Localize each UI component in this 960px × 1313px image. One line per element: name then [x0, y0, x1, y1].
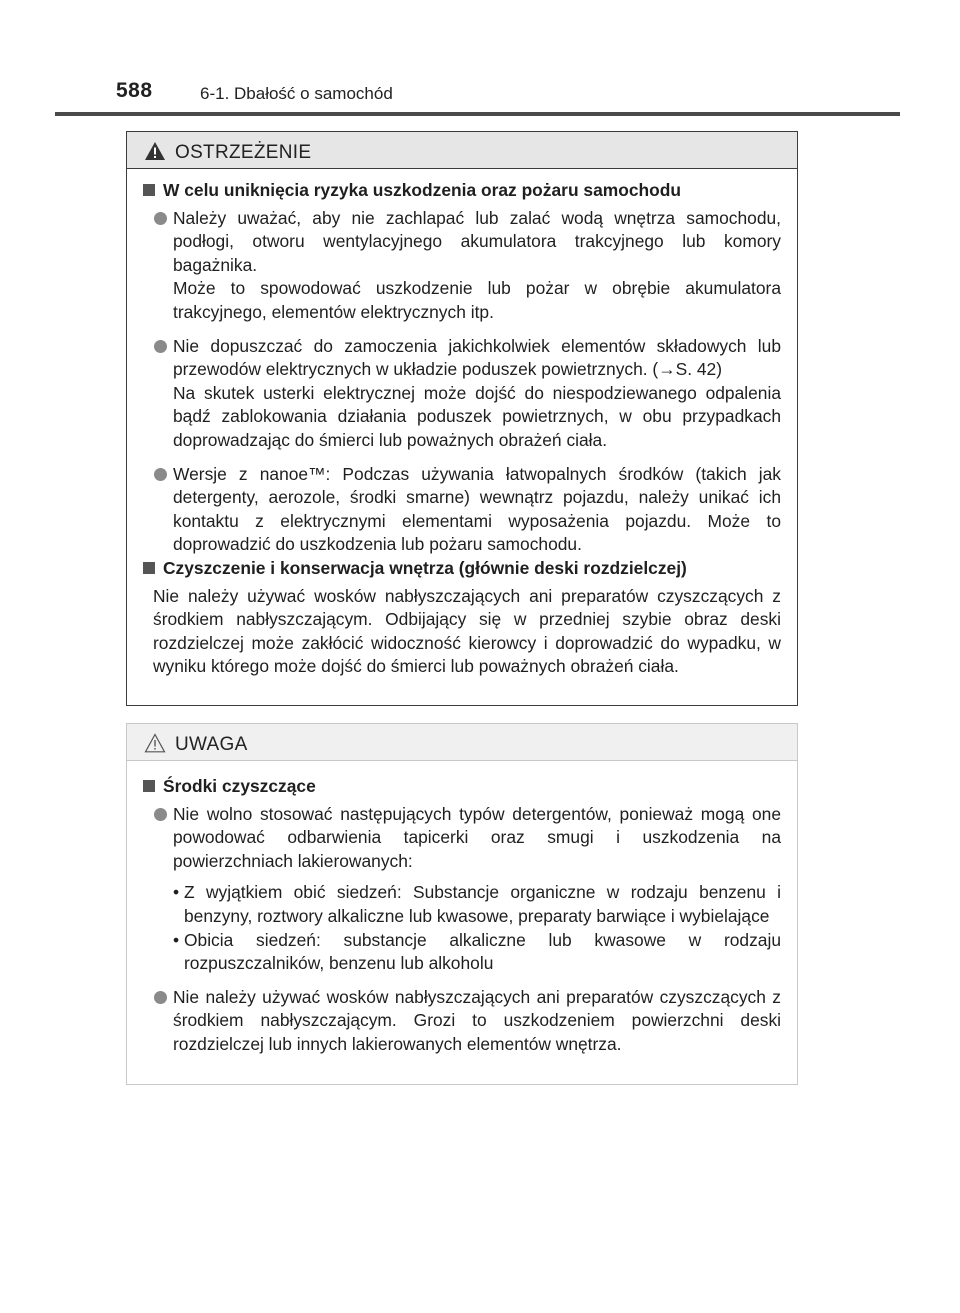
circle-bullet-icon	[154, 212, 167, 225]
warning-body	[127, 169, 797, 679]
circle-bullet-icon	[154, 991, 167, 1004]
warning-title: OSTRZEŻENIE	[175, 142, 312, 163]
sub-list-item	[143, 881, 781, 928]
caution-box	[126, 723, 798, 1085]
warning-triangle-filled-icon	[144, 141, 166, 161]
heading-text: Czyszczenie i konserwacja wnętrza (głównie deski rozdzielczej)	[163, 557, 687, 578]
paragraph: Należy uważać, aby nie zachlapać lub zalać wodą wnętrza samochodu, podłogi, otworu wentylacyjnego akumulatora trakcyjnego lub komory bagażnika.	[173, 207, 781, 275]
circle-bullet-icon	[154, 340, 167, 353]
paragraph: Nie należy używać wosków nabłyszczających ani preparatów czyszczących z środkiem nabłyszczającym. Grozi to uszkodzeniem powierzchni deski rozdzielczej lub innych lakierowanych elementów wnętrza.	[173, 986, 781, 1054]
paragraph: Na skutek usterki elektrycznej może dojść do niespodziewanego odpalenia bądź zablokowania działania poduszek powietrznych, w obu przypadkach doprowadzając do śmierci lub poważnych obrażeń ciała.	[173, 382, 781, 450]
dot-marker: •	[173, 882, 180, 903]
page-number: 588	[116, 79, 153, 102]
circle-bullet-icon	[154, 808, 167, 821]
warning-header	[127, 132, 797, 169]
sub-item-text: Obicia siedzeń: substancje alkaliczne lub kwasowe w rodzaju rozpuszczalników, benzenu lub alkoholu	[184, 929, 781, 974]
warning-triangle-outline-icon	[144, 733, 166, 753]
heading-text: W celu uniknięcia ryzyka uszkodzenia oraz pożaru samochodu	[163, 180, 681, 200]
paragraph: Nie należy używać wosków nabłyszczających ani preparatów czyszczących z środkiem nabłyszczającym. Odbijający się w przedniej szybie obraz deski rozdzielczej może zakłócić widoczność kierowcy i doprowadzić do wypadku, w wyniku którego może dojść do śmierci lub poważnych obrażeń ciała.	[153, 585, 781, 677]
list-item	[143, 986, 781, 1057]
sub-list-item	[143, 929, 781, 976]
paragraph: Nie dopuszczać do zamoczenia jakichkolwiek elementów składowych lub przewodów elektrycznych w układzie poduszek powietrznych. (→S. 42)	[173, 335, 781, 380]
square-bullet-icon	[143, 780, 155, 792]
section-title: 6-1. Dbałość o samochód	[200, 84, 393, 103]
list-item	[143, 335, 781, 453]
square-bullet-icon	[143, 184, 155, 196]
page-header	[0, 0, 960, 120]
caution-title: UWAGA	[175, 734, 248, 755]
circle-bullet-icon	[154, 468, 167, 481]
section-heading	[143, 775, 781, 799]
list-item	[143, 207, 781, 325]
paragraph: Nie wolno stosować następujących typów detergentów, ponieważ mogą one powodować odbarwienia tapicerki oraz smugi i uszkodzenia na powierzchniach lakierowanych:	[173, 803, 781, 871]
list-item	[143, 463, 781, 557]
heading-text: Środki czyszczące	[163, 776, 316, 796]
paragraph: Wersje z nanoe™: Podczas używania łatwopalnych środków (takich jak detergenty, aerozole, środki smarne) wewnątrz pojazdu, należy unikać ich kontaktu z elektrycznymi elementami wyposażenia pojazdu. Może to doprowadzić do uszkodzenia lub pożaru samochodu.	[173, 463, 781, 555]
section-heading	[143, 557, 781, 581]
square-bullet-icon	[143, 562, 155, 574]
caution-body	[127, 761, 797, 1057]
paragraph: Może to spowodować uszkodzenie lub pożar w obrębie akumulatora trakcyjnego, elementów elektrycznych itp.	[173, 278, 781, 322]
warning-box	[126, 131, 798, 706]
sub-item-text: Z wyjątkiem obić siedzeń: Substancje organiczne w rodzaju benzenu i benzyny, roztwory alkaliczne lub kwasowe, preparaty barwiące i wybielające	[184, 882, 781, 926]
header-rule	[55, 112, 900, 116]
caution-header	[127, 724, 797, 761]
list-item	[143, 803, 781, 874]
section-heading	[143, 179, 781, 203]
dot-marker: •	[173, 929, 180, 950]
